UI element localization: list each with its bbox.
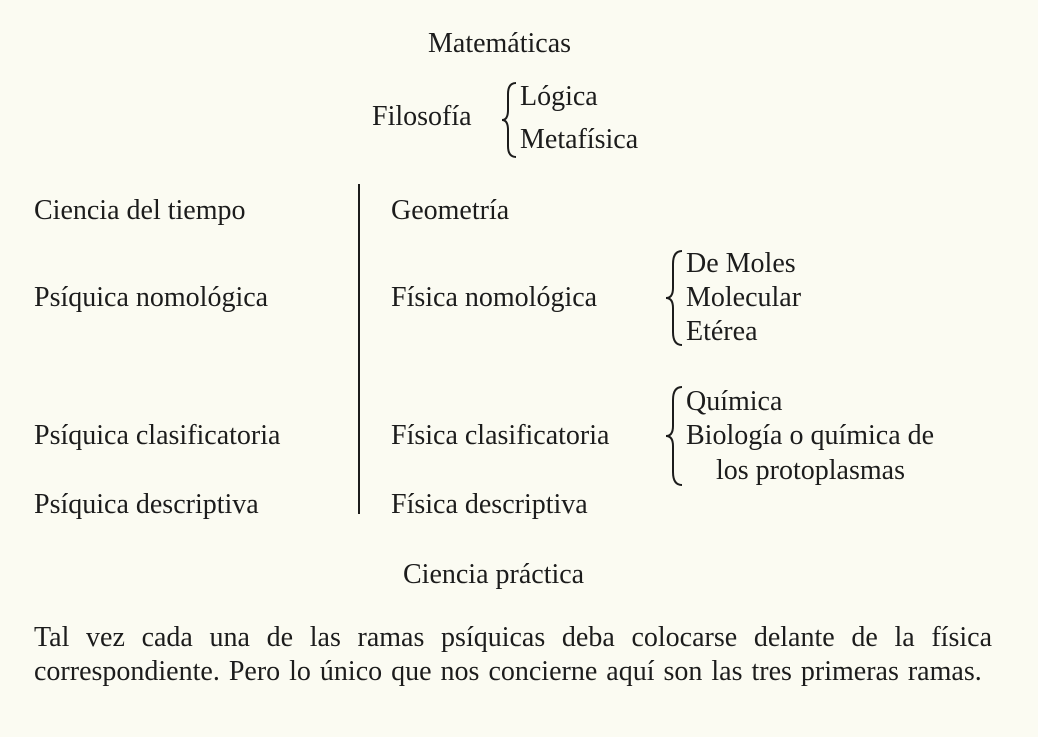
column-divider (358, 184, 360, 514)
branch-logica: Lógica (520, 81, 598, 112)
branch-biologia: Biología o química de (686, 420, 935, 451)
body-paragraph: Tal vez cada una de las ramas psíquicas deba colocarse delante de la física correspondiente. Pero lo único que nos concierne aquí son las tres primeras ramas. (34, 622, 992, 687)
label-filosofia: Filosofía (372, 101, 472, 132)
branch-eterea: Etérea (686, 316, 758, 347)
left-ciencia-del-tiempo: Ciencia del tiempo (34, 195, 246, 226)
right-fisica-nomologica: Física nomológica (391, 282, 598, 313)
brace-fisica-clasificatoria (664, 384, 686, 488)
branch-metafisica: Metafísica (520, 124, 639, 155)
branch-quimica: Química (686, 386, 783, 417)
heading-matematicas: Matemáticas (428, 28, 572, 59)
right-geometria: Geometría (391, 195, 510, 226)
branch-protoplasmas: los protoplasmas (716, 455, 905, 486)
brace-filosofia (500, 80, 520, 160)
left-psiquica-nomologica: Psíquica nomológica (34, 282, 269, 313)
right-fisica-descriptiva: Física descriptiva (391, 489, 588, 520)
heading-ciencia-practica: Ciencia práctica (403, 559, 585, 590)
branch-de-moles: De Moles (686, 248, 796, 279)
right-fisica-clasificatoria: Física clasificatoria (391, 420, 610, 451)
left-psiquica-descriptiva: Psíquica descriptiva (34, 489, 259, 520)
branch-molecular: Molecular (686, 282, 802, 313)
left-psiquica-clasificatoria: Psíquica clasificatoria (34, 420, 281, 451)
brace-fisica-nomologica (664, 248, 686, 348)
